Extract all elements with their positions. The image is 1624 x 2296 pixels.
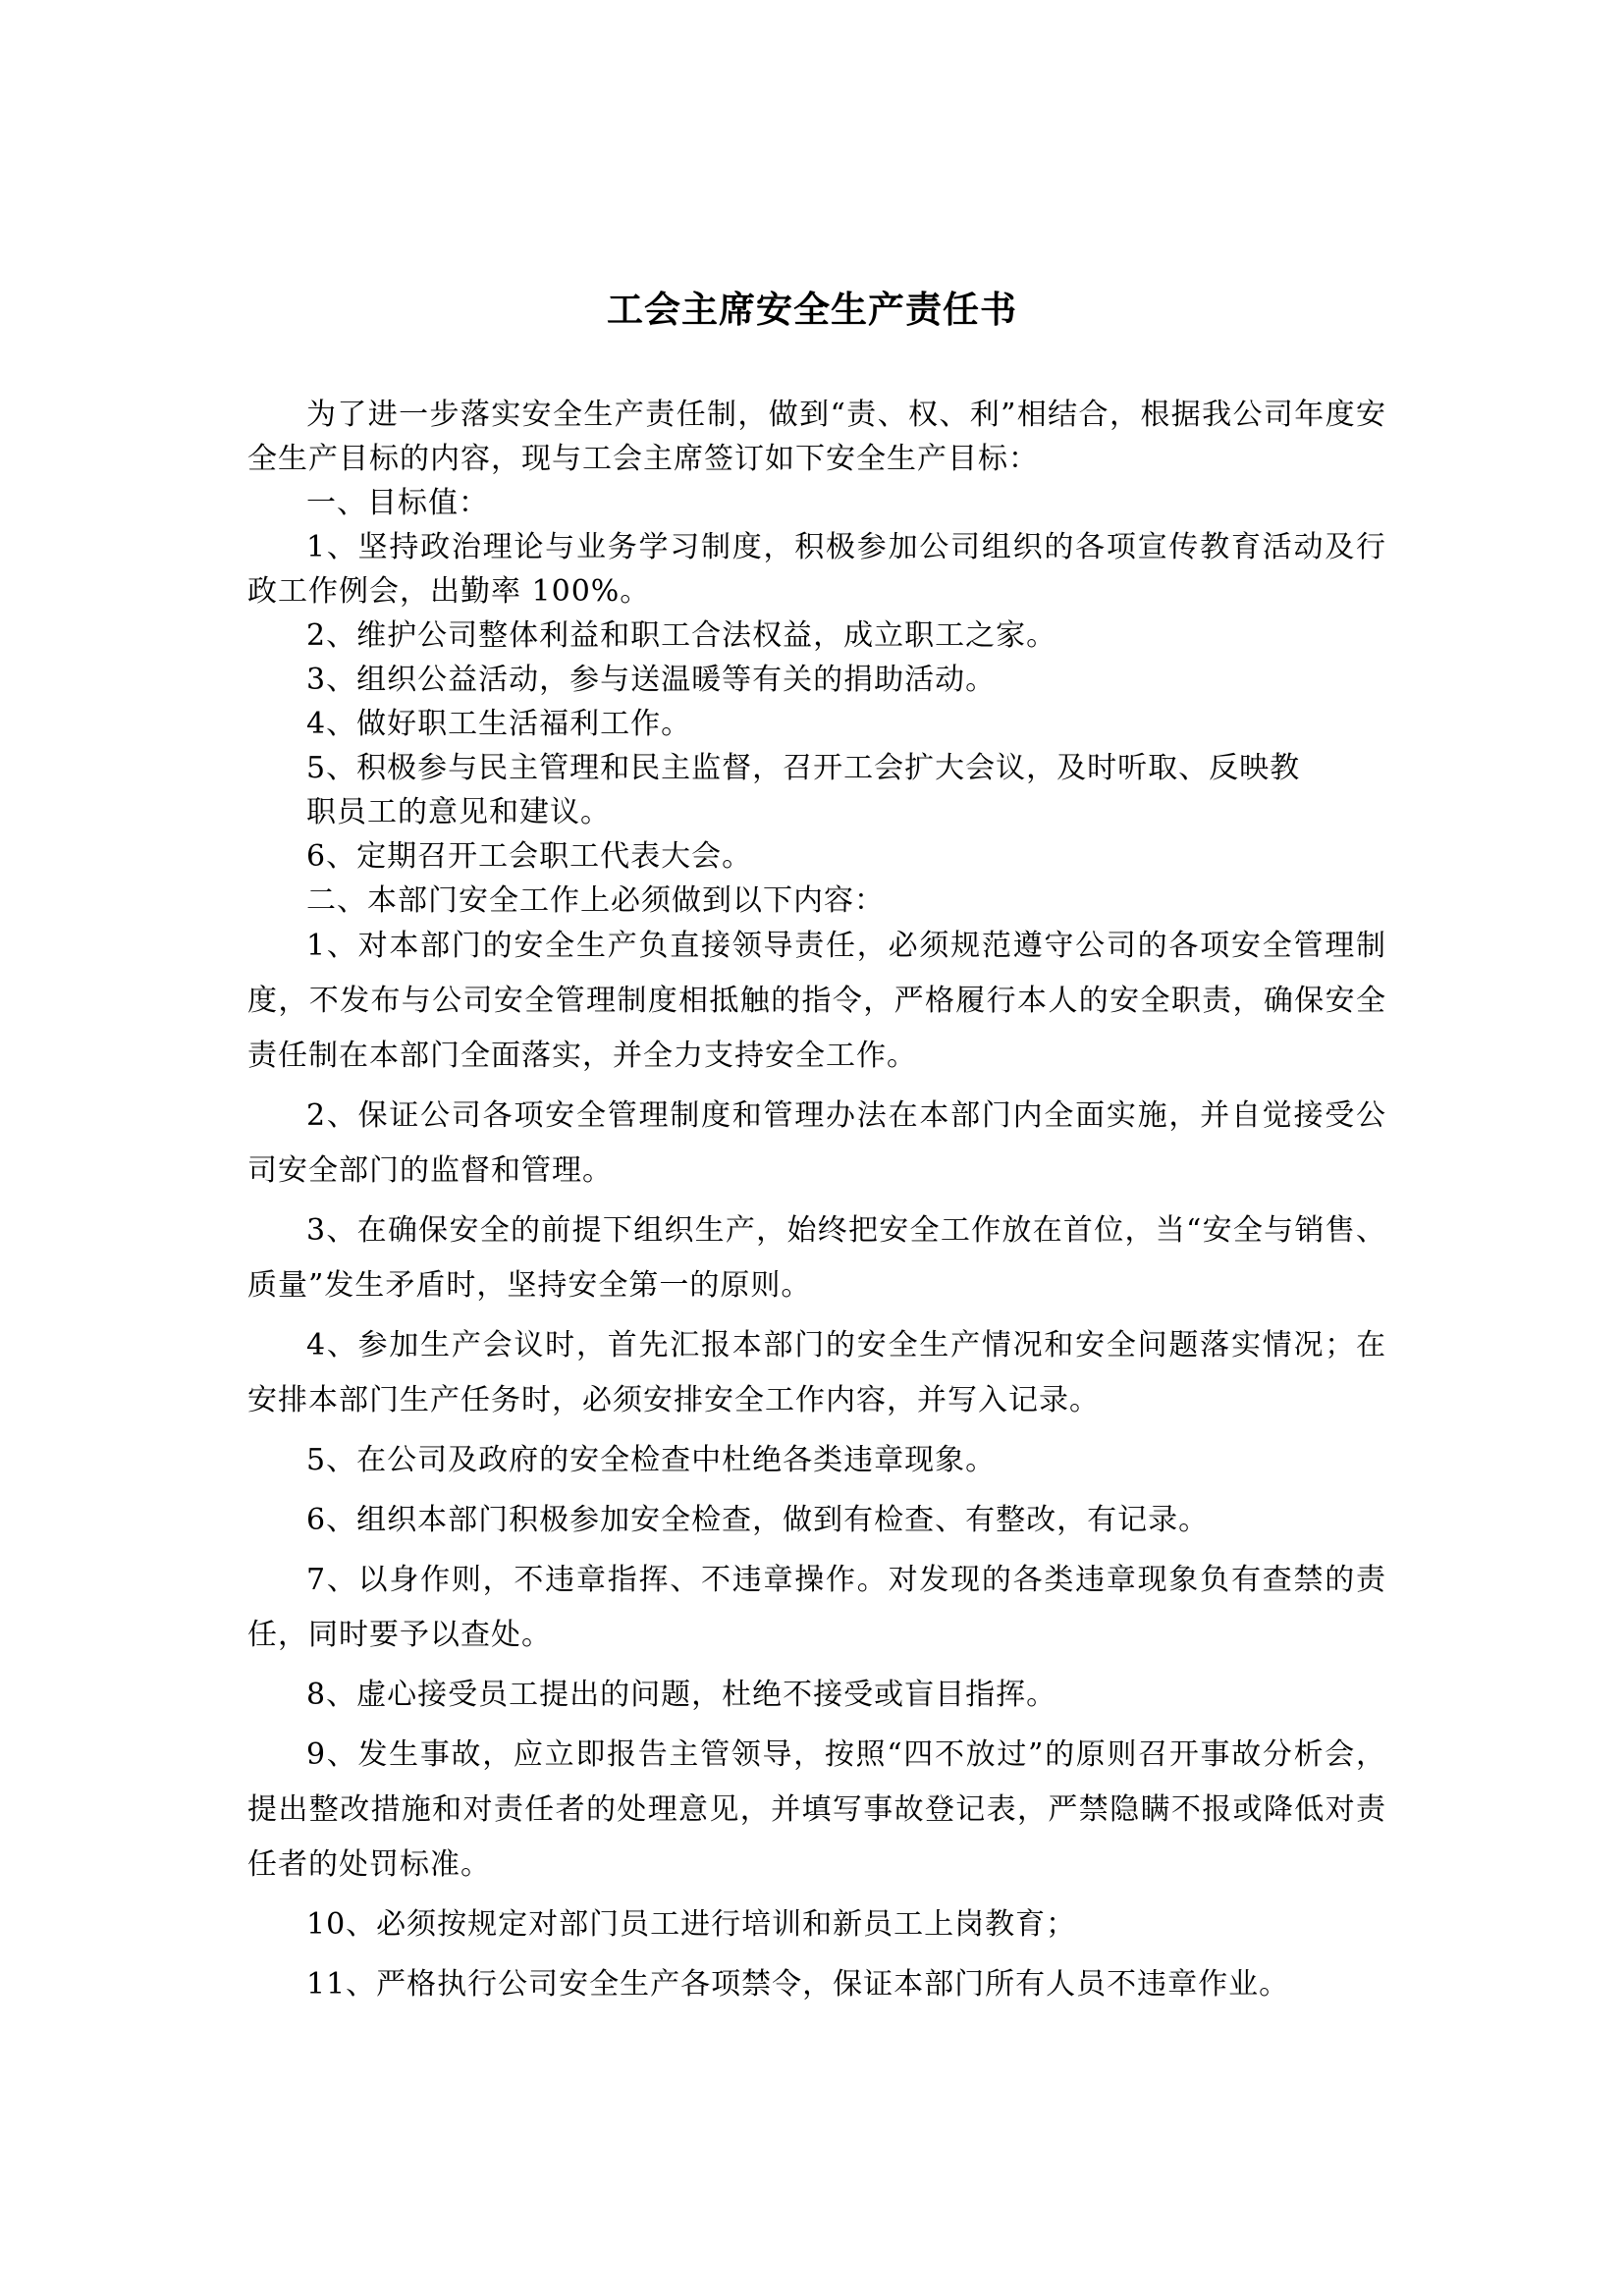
target-item-2: 2、维护公司整体利益和职工合法权益，成立职工之家。 [306, 618, 1057, 653]
section1-heading: 一、目标值： [306, 486, 489, 520]
duty-item-3: 3、在确保安全的前提下组织生产，始终把安全工作放在首位，当“安全与销售、质量”发生矛盾时，坚持安全第一的原则。 [247, 1213, 1386, 1303]
duty-item-10: 10、必须按规定对部门员工进行培训和新员工上岗教育； [306, 1907, 1077, 1942]
duty-item-2: 2、保证公司各项安全管理制度和管理办法在本部门内全面实施，并自觉接受公司安全部门的监督和管理。 [247, 1098, 1386, 1188]
document-title: 工会主席安全生产责任书 [607, 288, 1017, 331]
target-item-5: 5、积极参与民主管理和民主监督，召开工会扩大会议，及时听取、反映教 [306, 751, 1301, 785]
target-item-3: 3、组织公益活动，参与送温暖等有关的捐助活动。 [306, 663, 997, 697]
duty-item-5: 5、在公司及政府的安全检查中杜绝各类违章现象。 [306, 1443, 997, 1477]
target-item-5-continued: 职员工的意见和建议。 [306, 795, 611, 829]
intro-paragraph: 为了进一步落实安全生产责任制，做到“责、权、利”相结合，根据我公司年度安全生产目标的内容，现与工会主席签订如下安全生产目标： [247, 398, 1386, 476]
section2-heading: 二、本部门安全工作上必须做到以下内容： [306, 883, 885, 918]
duty-item-6: 6、组织本部门积极参加安全检查，做到有检查、有整改，有记录。 [306, 1503, 1210, 1537]
duty-item-11: 11、严格执行公司安全生产各项禁令，保证本部门所有人员不违章作业。 [306, 1967, 1290, 2002]
duty-item-7: 7、以身作则，不违章指挥、不违章操作。对发现的各类违章现象负有查禁的责任，同时要予以查处。 [247, 1563, 1386, 1652]
duty-item-1: 1、对本部门的安全生产负直接领导责任，必须规范遵守公司的各项安全管理制度，不发布与公司安全管理制度相抵触的指令，严格履行本人的安全职责，确保安全责任制在本部门全面落实，并全力支持安全工作。 [247, 929, 1386, 1073]
target-item-6: 6、定期召开工会职工代表大会。 [306, 839, 753, 874]
duty-item-9: 9、发生事故，应立即报告主管领导，按照“四不放过”的原则召开事故分析会，提出整改措施和对责任者的处理意见，并填写事故登记表，严禁隐瞒不报或降低对责任者的处罚标准。 [247, 1737, 1386, 1882]
section-duties [247, 919, 1386, 2017]
duty-item-4: 4、参加生产会议时，首先汇报本部门的安全生产情况和安全问题落实情况；在安排本部门生产任务时，必须安排安全工作内容，并写入记录。 [247, 1328, 1386, 1417]
duty-item-8: 8、虚心接受员工提出的问题，杜绝不接受或盲目指挥。 [306, 1678, 1057, 1712]
section-targets [247, 393, 1386, 923]
target-item-4: 4、做好职工生活福利工作。 [306, 707, 692, 741]
target-item-1: 1、坚持政治理论与业务学习制度，积极参加公司组织的各项宣传教育活动及行政工作例会，出勤率 100%。 [247, 530, 1386, 609]
